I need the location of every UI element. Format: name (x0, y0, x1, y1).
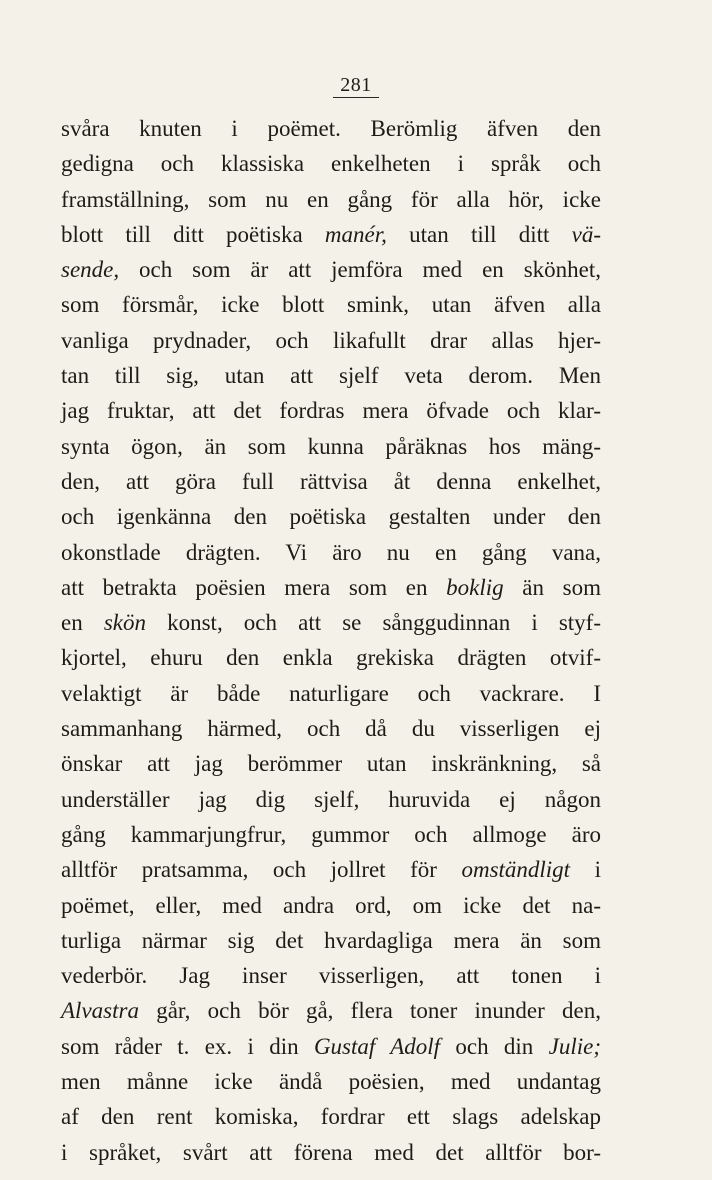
text-segment: af den rent komiska, fordrar ett slags adelskap (61, 1104, 601, 1130)
text-line (61, 1064, 601, 1099)
text-line (61, 429, 601, 464)
text-line (61, 958, 601, 993)
text-line (61, 111, 601, 146)
text-segment: som råder t. ex. i din (61, 1033, 314, 1059)
italic-phrase: vä- (571, 221, 601, 247)
text-segment: framställning, som nu en gång för alla hör, icke (61, 186, 601, 212)
text-segment: men månne icke ändå poësien, med undantag (61, 1069, 601, 1095)
page-number-rule (333, 97, 379, 98)
text-segment: och din (440, 1033, 549, 1059)
text-line (61, 393, 601, 428)
text-segment: den, att göra full rättvisa åt denna enkelhet, (61, 468, 601, 494)
text-segment: gedigna och klassiska enkelheten i språk och (61, 151, 601, 177)
text-line (61, 1029, 601, 1064)
italic-phrase: omständligt (461, 857, 571, 883)
text-line (61, 923, 601, 958)
text-line (61, 605, 601, 640)
text-line (61, 711, 601, 746)
italic-phrase: boklig (446, 574, 504, 600)
body-text (61, 111, 601, 1170)
italic-phrase: manér, (324, 221, 387, 247)
text-segment: alltför pratsamma, och jollret för (61, 857, 462, 883)
page-number: 281 (340, 74, 372, 96)
text-segment: poëmet, eller, med andra ord, om icke det na- (61, 892, 601, 918)
text-segment: gång kammarjungfrur, gummor och allmoge äro (61, 821, 601, 847)
text-line (61, 146, 601, 181)
text-segment: att betrakta poësien mera som en (61, 574, 447, 600)
text-segment: i (570, 857, 601, 883)
text-line (61, 217, 601, 252)
text-segment: kjortel, ehuru den enkla grekiska drägten otvif- (61, 645, 601, 671)
text-line (61, 817, 601, 852)
text-line (61, 323, 601, 358)
text-line (61, 746, 601, 781)
text-segment: synta ögon, än som kunna påräknas hos mäng- (61, 433, 601, 459)
text-segment: turliga närmar sig det hvardagliga mera än som (61, 927, 601, 953)
text-segment: än som (503, 574, 601, 600)
text-line (61, 464, 601, 499)
text-segment: en (61, 610, 104, 636)
text-segment: svåra knuten i poëmet. Berömlig äfven den (61, 116, 601, 141)
italic-phrase: Julie; (548, 1033, 601, 1059)
text-line (61, 852, 601, 887)
text-line (61, 535, 601, 570)
text-line (61, 287, 601, 322)
italic-phrase: Gustaf Adolf (313, 1033, 441, 1059)
text-segment: utan till ditt (386, 221, 572, 247)
italic-phrase: sende, (61, 257, 120, 283)
text-segment: konst, och att se sånggudinnan i styf- (146, 610, 601, 636)
text-line (61, 252, 601, 287)
text-segment: vanliga prydnader, och likafullt drar allas hjer- (61, 327, 601, 353)
text-line (61, 782, 601, 817)
text-segment: sammanhang härmed, och då du visserligen ej (61, 716, 601, 742)
text-segment: som försmår, icke blott smink, utan äfven alla (61, 292, 601, 318)
text-line (61, 358, 601, 393)
text-line (61, 182, 601, 217)
text-segment: går, och bör gå, flera toner inunder den, (138, 998, 601, 1024)
italic-phrase: Alvastra (61, 998, 139, 1024)
text-line (61, 1099, 601, 1134)
text-segment: tan till sig, utan att sjelf veta derom. Men (61, 363, 601, 389)
text-segment: i språket, svårt att förena med det alltför bor- (61, 1139, 601, 1165)
text-line (61, 993, 601, 1028)
text-line (61, 676, 601, 711)
italic-phrase: skön (103, 610, 146, 636)
text-segment: önskar att jag berömmer utan inskränkning, så (61, 751, 601, 777)
text-segment: och igenkänna den poëtiska gestalten under den (61, 504, 601, 530)
text-line (61, 499, 601, 534)
text-line (61, 640, 601, 675)
text-line (61, 888, 601, 923)
text-segment: jag fruktar, att det fordras mera öfvade och klar- (61, 398, 601, 424)
text-segment: okonstlade drägten. Vi äro nu en gång vana, (61, 539, 601, 565)
text-segment: vederbör. Jag inser visserligen, att tonen i (61, 963, 601, 989)
text-segment: velaktigt är både naturligare och vackrare. I (61, 680, 601, 706)
text-line (61, 570, 601, 605)
text-line (61, 1135, 601, 1170)
text-segment: och som är att jemföra med en skönhet, (119, 257, 601, 283)
text-segment: underställer jag dig sjelf, huruvida ej någon (61, 786, 601, 812)
text-segment: blott till ditt poëtiska (61, 221, 325, 247)
